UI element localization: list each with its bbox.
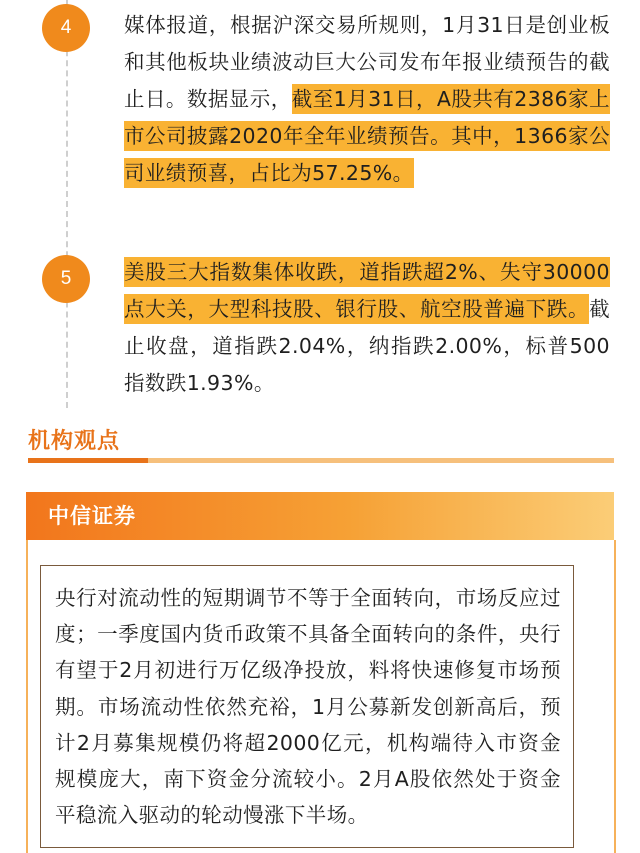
- news-item-plain-text-after: 截止收盘，道指跌2.04%，纳指跌2.00%，标普500指数跌1.93%。: [124, 297, 610, 395]
- section-title: 机构观点: [28, 429, 121, 454]
- news-item-highlight: 截至1月31日，A股共有2386家上市公司披露2020年全年业绩预告。其中，1366家公司业绩预喜，占比为57.25%。: [124, 84, 610, 188]
- institution-view-text: 央行对流动性的短期调节不等于全面转向，市场反应过度；一季度国内货币政策不具备全面转向的条件，央行有望于2月初进行万亿级净投放，料将快速修复市场预期。市场流动性依然充裕，1月公募新发创新高后，预计2月募集规模仍将超2000亿元，机构端待入市资金规模庞大，南下资金分流较小。2月A股依然处于资金平稳流入驱动的轮动慢涨下半场。: [40, 565, 574, 848]
- institution-name: 中信证券: [48, 504, 136, 528]
- timeline-connector: [66, 0, 68, 408]
- timeline-number-badge: 5: [42, 255, 90, 303]
- institution-header: [26, 492, 614, 540]
- news-item-plain-text: 媒体报道，根据沪深交易所规则，1月31日是创业板和其他板块业绩波动巨大公司发布年报业绩预告的截止日。数据显示，: [124, 13, 610, 111]
- section-divider-accent: [28, 458, 148, 463]
- news-item-5: [124, 254, 610, 402]
- news-item-4: [124, 7, 610, 192]
- news-item-highlight: 美股三大指数集体收跌，道指跌超2%、失守30000点大关，大型科技股、银行股、航空股普遍下跌。: [124, 257, 610, 324]
- timeline-number-badge: 4: [42, 4, 90, 52]
